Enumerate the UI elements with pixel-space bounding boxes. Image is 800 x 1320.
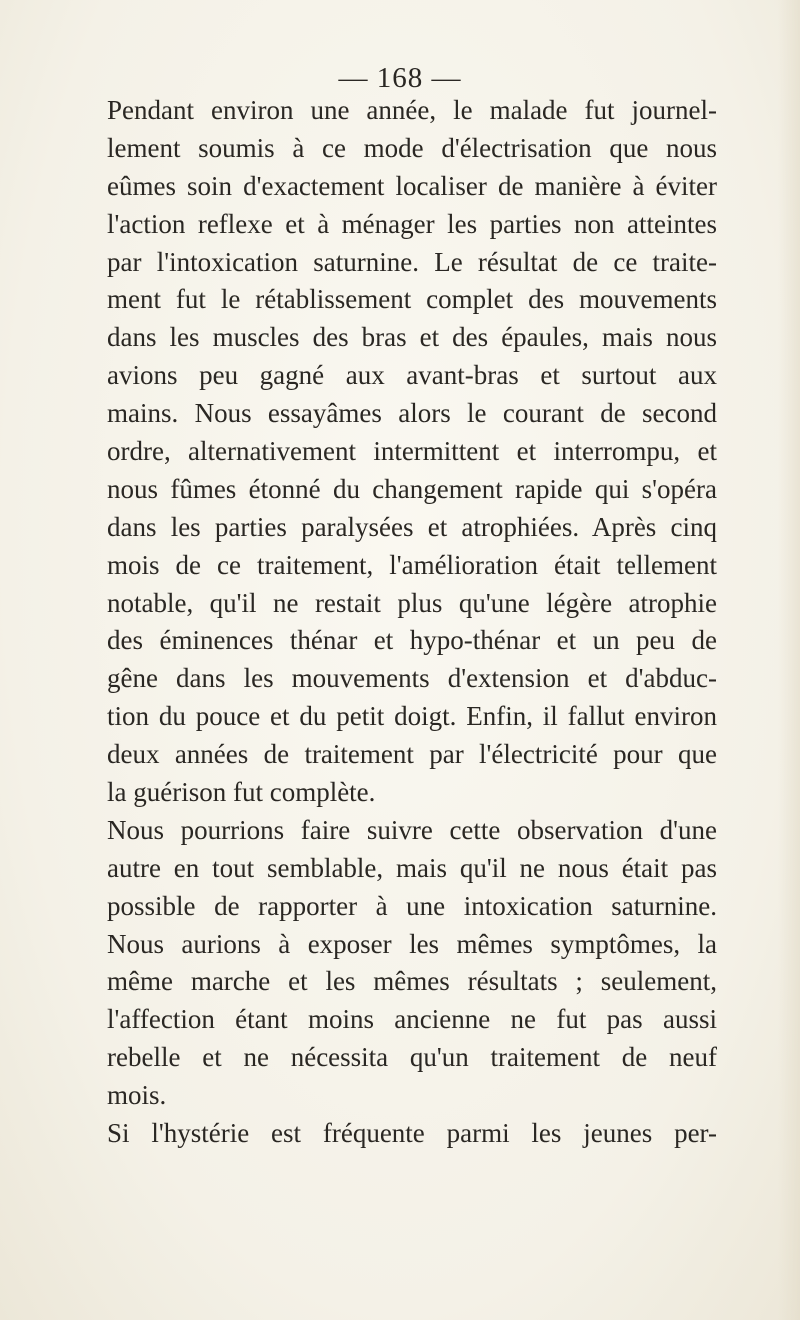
text-line: même marche et les mêmes résultats ; seulement, [107, 966, 717, 997]
text-line: avions peu gagné aux avant-bras et surtout aux [107, 360, 717, 391]
text-line: mois de ce traitement, l'amélioration était tellement [107, 549, 717, 580]
text-line: Pendant environ une année, le malade fut journel- [107, 95, 717, 125]
text-line: ment fut le rétablissement complet des mouvements [107, 284, 717, 315]
body-text [107, 92, 717, 1153]
text-line: autre en tout semblable, mais qu'il ne nous était pas [107, 852, 717, 883]
text-line: nous fûmes étonné du changement rapide qui s'opéra [107, 473, 717, 504]
text-line: Nous aurions à exposer les mêmes symptômes, la [107, 928, 717, 959]
text-line: l'action reflexe et à ménager les parties non atteintes [107, 208, 717, 239]
text-line: possible de rapporter à une intoxication saturnine. [107, 890, 717, 921]
text-line: dans les muscles des bras et des épaules, mais nous [107, 322, 717, 353]
text-line: deux années de traitement par l'électricité pour que [107, 739, 717, 770]
text-line: mois. [107, 1080, 167, 1111]
text-line: mains. Nous essayâmes alors le courant de second [107, 398, 717, 429]
text-line: notable, qu'il ne restait plus qu'une légère atrophie [107, 587, 717, 618]
text-line: la guérison fut complète. [107, 777, 376, 808]
text-line: Nous pourrions faire suivre cette observation d'une [107, 814, 717, 845]
text-line: tion du pouce et du petit doigt. Enfin, il fallut environ [107, 701, 717, 732]
text-line: dans les parties paralysées et atrophiées. Après cinq [107, 511, 717, 542]
text-line: Si l'hystérie est fréquente parmi les jeunes per- [107, 1118, 717, 1149]
text-line: des éminences thénar et hypo-thénar et un peu de [107, 625, 717, 656]
text-line: ordre, alternativement intermittent et interrompu, et [107, 436, 717, 467]
text-line: gêne dans les mouvements d'extension et d'abduc- [107, 663, 717, 694]
text-line: lement soumis à ce mode d'électrisation que nous [107, 132, 717, 163]
text-line: rebelle et ne nécessita qu'un traitement de neuf [107, 1042, 717, 1073]
paper-edge-shadow [778, 0, 800, 1320]
page-number: — 168 — [338, 62, 462, 94]
text-line: eûmes soin d'exactement localiser de manière à éviter [107, 170, 717, 201]
text-line: par l'intoxication saturnine. Le résultat de ce traite- [107, 246, 717, 277]
text-line: l'affection étant moins ancienne ne fut pas aussi [107, 1004, 717, 1035]
